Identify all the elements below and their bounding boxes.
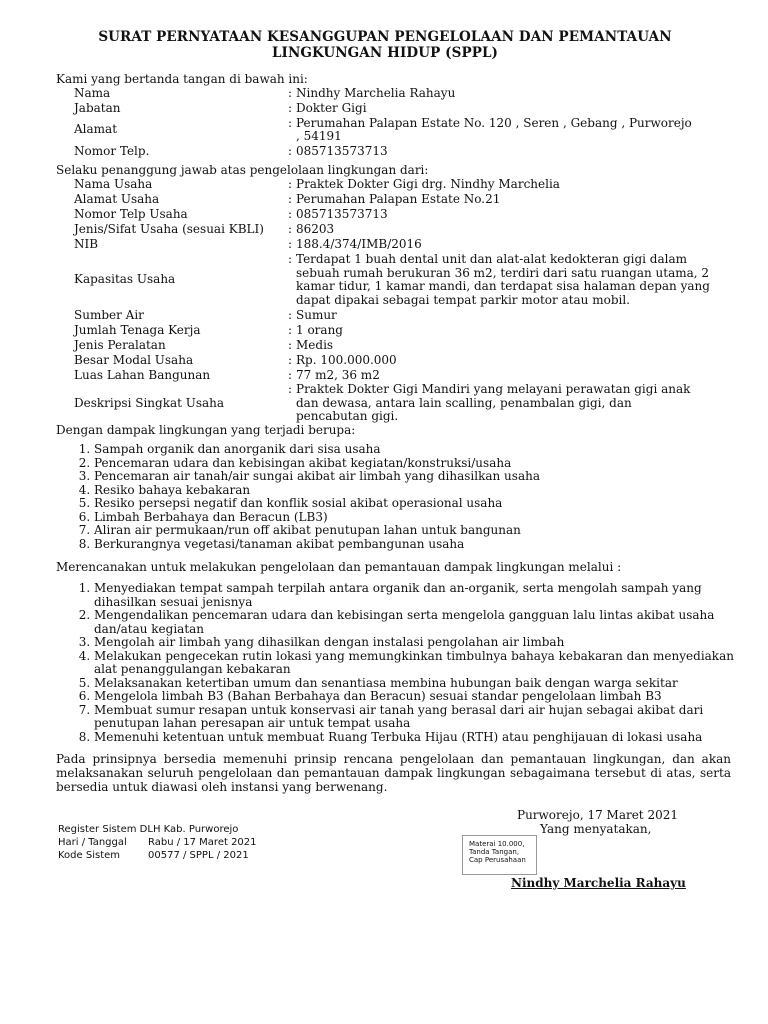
- field-value: Dokter Gigi: [296, 100, 367, 115]
- person-row: Jabatan : Dokter Gigi: [74, 101, 718, 116]
- business-row: Nama Usaha : Praktek Dokter Gigi drg. Nindhy Marchelia: [74, 177, 718, 192]
- register-block: [58, 823, 257, 862]
- list-item: 1. Menyediakan tempat sampah terpilah antara organik dan an-organik, serta mengolah sampah yang dihasilkan sesuai jenisnya: [94, 582, 754, 609]
- field-value: Praktek Dokter Gigi drg. Nindhy Marchelia: [296, 176, 560, 191]
- list-item: 4. Resiko bahaya kebakaran: [94, 484, 754, 498]
- field-label: Jenis Peralatan: [74, 337, 166, 352]
- field-value: Rp. 100.000.000: [296, 352, 397, 367]
- impact-intro: Dengan dampak lingkungan yang terjadi berupa:: [56, 423, 356, 437]
- field-label: Jabatan: [74, 100, 121, 115]
- field-value: Praktek Dokter Gigi Mandiri yang melayani perawatan gigi anak dan dewasa, antara lain scalling, penambalan gigi, dan pencabutan gigi.: [296, 382, 691, 423]
- list-item: 5. Resiko persepsi negatif dan konflik sosial akibat operasional usaha: [94, 497, 754, 511]
- field-label: Alamat: [74, 122, 118, 137]
- list-item: 8. Berkurangnya vegetasi/tanaman akibat pembangunan usaha: [94, 538, 754, 552]
- field-value: 1 orang: [296, 322, 343, 337]
- document-title: [60, 29, 710, 61]
- business-row: Sumber Air : Sumur: [74, 308, 718, 323]
- list-item: 6. Mengelola limbah B3 (Bahan Berbahaya dan Beracun) sesuai standar pengelolaan limbah B3: [94, 690, 754, 704]
- list-item: 3. Pencemaran air tanah/air sungai akibat air limbah yang dihasilkan usaha: [94, 470, 754, 484]
- business-row: Luas Lahan Bangunan : 77 m2, 36 m2: [74, 368, 718, 383]
- register-value: Rabu / 17 Maret 2021: [148, 837, 257, 848]
- signer-name: Nindhy Marchelia Rahayu: [511, 876, 686, 890]
- business-row: Besar Modal Usaha : Rp. 100.000.000: [74, 353, 718, 368]
- field-label: Kapasitas Usaha: [74, 272, 176, 287]
- list-item: 8. Memenuhi ketentuan untuk membuat Ruang Terbuka Hijau (RTH) atau penghijauan di lokasi usaha: [94, 731, 754, 745]
- title-line-1: SURAT PERNYATAAN KESANGGUPAN PENGELOLAAN DAN PEMANTAUAN: [98, 29, 672, 45]
- intro-text-2: Selaku penanggung jawab atas pengelolaan lingkungan dari:: [56, 163, 429, 177]
- stamp-box: [462, 835, 537, 875]
- plan-intro: Merencanakan untuk melakukan pengelolaan dan pemantauan dampak lingkungan melalui :: [56, 560, 622, 574]
- field-value: Sumur: [296, 307, 337, 322]
- stamp-line-1: Materai 10.000,: [469, 840, 525, 848]
- field-value: 085713573713: [296, 143, 388, 158]
- closing-paragraph: Pada prinsipnya bersedia memenuhi prinsip rencana pengelolaan dan pemantauan lingkungan, dan akan melaksanakan seluruh pengelolaan dan pemantauan dampak lingkungan sebagaimana tersebut di atas, serta bersedia untuk diawasi oleh instansi yang berwenang.: [56, 752, 731, 794]
- register-table: [58, 836, 257, 862]
- business-row: Nomor Telp Usaha : 085713573713: [74, 207, 718, 222]
- field-label: Jenis/Sifat Usaha (sesuai KBLI): [74, 221, 264, 236]
- list-item: 2. Mengendalikan pencemaran udara dan kebisingan serta mengelola gangguan lalu lintas akibat usaha dan/atau kegiatan: [94, 609, 754, 636]
- field-value: Terdapat 1 buah dental unit dan alat-alat kedokteran gigi dalam sebuah rumah berukuran 36 m2, terdiri dari satu ruangan utama, 2 kamar tidur, 1 kamar mandi, dan terdapat sisa halaman depan yang dapat dipakai sebagai tempat parkir motor atau mobil.: [296, 252, 710, 307]
- list-item: 2. Pencemaran udara dan kebisingan akibat kegiatan/konstruksi/usaha: [94, 457, 754, 471]
- field-label: NIB: [74, 236, 99, 251]
- field-label: Besar Modal Usaha: [74, 352, 194, 367]
- title-line-2: LINGKUNGAN HIDUP (SPPL): [271, 45, 499, 61]
- field-label: Sumber Air: [74, 307, 144, 322]
- list-item: 7. Aliran air permukaan/run off akibat penutupan lahan untuk bangunan: [94, 524, 754, 538]
- register-label: Hari / Tanggal: [58, 837, 127, 848]
- person-row: Nomor Telp. : 085713573713: [74, 144, 718, 159]
- business-row: NIB : 188.4/374/IMB/2016: [74, 237, 718, 252]
- field-label: Nama Usaha: [74, 176, 153, 191]
- field-label: Nomor Telp.: [74, 143, 150, 158]
- register-row: [58, 849, 257, 862]
- field-value: 188.4/374/IMB/2016: [296, 236, 422, 251]
- list-item: 3. Mengolah air limbah yang dihasilkan dengan instalasi pengolahan air limbah: [94, 636, 754, 650]
- field-value: 86203: [296, 221, 335, 236]
- field-value: 77 m2, 36 m2: [296, 367, 380, 382]
- business-row: Deskripsi Singkat Usaha : Praktek Dokter Gigi Mandiri yang melayani perawatan gigi anak dan dewasa, antara lain scalling, penambalan gigi, dan pencabutan gigi.: [74, 383, 718, 424]
- field-value: Nindhy Marchelia Rahayu: [296, 85, 456, 100]
- list-item: 5. Melaksanakan ketertiban umum dan senantiasa membina hubungan baik dengan warga sekitar: [94, 677, 754, 691]
- list-item: 7. Membuat sumur resapan untuk konservasi air tanah yang berasal dari air hujan sebagai akibat dari penutupan lahan peresapan air untuk tempat usaha: [94, 704, 754, 731]
- business-row: Jenis Peralatan : Medis: [74, 338, 718, 353]
- intro-text: Kami yang bertanda tangan di bawah ini:: [56, 72, 308, 86]
- field-label: Nama: [74, 85, 111, 100]
- business-row: Kapasitas Usaha : Terdapat 1 buah dental unit dan alat-alat kedokteran gigi dalam sebuah rumah berukuran 36 m2, terdiri dari satu ruangan utama, 2 kamar tidur, 1 kamar mandi, dan terdapat sisa halaman depan yang dapat dipakai sebagai tempat parkir motor atau mobil.: [74, 252, 718, 308]
- statement-label: Yang menyatakan,: [540, 822, 652, 836]
- person-row: Nama : Nindhy Marchelia Rahayu: [74, 86, 718, 101]
- person-row: Alamat : Perumahan Palapan Estate No. 120 , Seren , Gebang , Purworejo , 54191: [74, 116, 718, 144]
- business-row: Jumlah Tenaga Kerja : 1 orang: [74, 323, 718, 338]
- list-item: 4. Melakukan pengecekan rutin lokasi yang memungkinkan timbulnya bahaya kebakaran dan menyediakan alat penanggulangan kebakaran: [94, 650, 754, 677]
- field-label: Alamat Usaha: [74, 191, 160, 206]
- stamp-line-3: Cap Perusahaan: [469, 856, 526, 864]
- field-value: Perumahan Palapan Estate No.21: [296, 191, 501, 206]
- impact-list: [56, 443, 754, 551]
- person-table: [74, 86, 718, 159]
- business-row: Alamat Usaha : Perumahan Palapan Estate No.21: [74, 192, 718, 207]
- field-label: Luas Lahan Bangunan: [74, 367, 211, 382]
- field-label: Nomor Telp Usaha: [74, 206, 188, 221]
- place-date: Purworejo, 17 Maret 2021: [517, 808, 678, 822]
- field-label: Deskripsi Singkat Usaha: [74, 395, 225, 410]
- plan-list: [56, 582, 754, 744]
- field-value: 085713573713: [296, 206, 388, 221]
- register-value: 00577 / SPPL / 2021: [148, 850, 249, 861]
- list-item: 1. Sampah organik dan anorganik dari sisa usaha: [94, 443, 754, 457]
- stamp-line-2: Tanda Tangan,: [469, 848, 520, 856]
- register-label: Kode Sistem: [58, 850, 121, 861]
- field-label: Jumlah Tenaga Kerja: [74, 322, 201, 337]
- field-value: Perumahan Palapan Estate No. 120 , Seren , Gebang , Purworejo , 54191: [296, 115, 692, 143]
- list-item: 6. Limbah Berbahaya dan Beracun (LB3): [94, 511, 754, 525]
- business-table: [74, 177, 718, 424]
- field-value: Medis: [296, 337, 334, 352]
- register-row: [58, 836, 257, 849]
- register-heading: Register Sistem DLH Kab. Purworejo: [58, 824, 239, 835]
- business-row: Jenis/Sifat Usaha (sesuai KBLI) : 86203: [74, 222, 718, 237]
